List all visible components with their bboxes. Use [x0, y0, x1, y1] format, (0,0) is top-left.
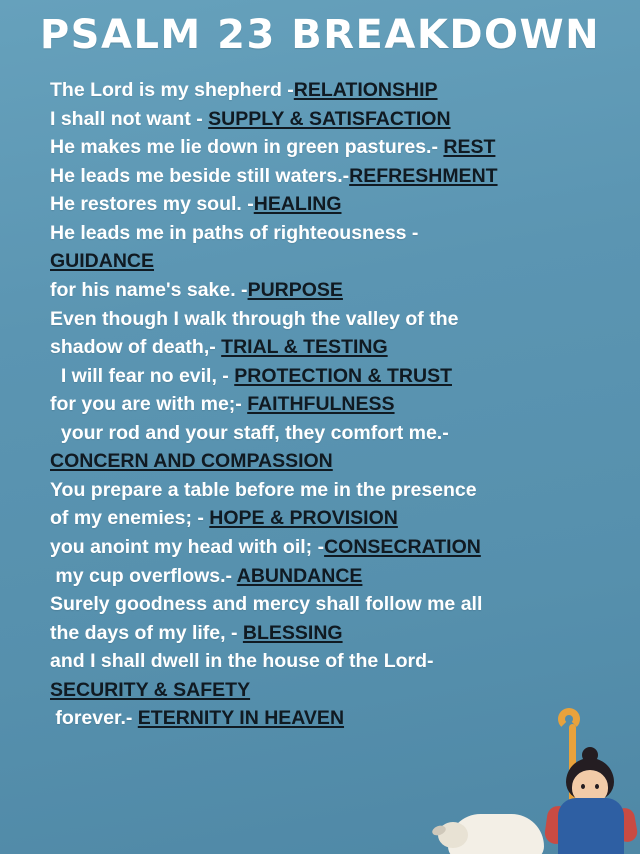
verse-line: [50, 476, 616, 505]
verse-keyword: TRIAL & TESTING: [221, 336, 388, 359]
verse-line: [50, 190, 616, 219]
verse-text: my cup overflows.-: [50, 564, 237, 587]
verse-keyword: PROTECTION & TRUST: [234, 364, 452, 387]
shepherd-illustration: [440, 734, 640, 854]
verse-line: [50, 704, 616, 733]
verse-line: [50, 305, 616, 334]
verse-keyword: REST: [443, 136, 496, 159]
shepherd-hair: [566, 758, 614, 800]
verse-text: forever.-: [50, 707, 138, 730]
verse-text: Surely goodness and mercy shall follow me all: [50, 593, 483, 616]
verse-keyword: RELATIONSHIP: [293, 79, 438, 101]
verse-text: and I shall dwell in the house of the Lord-: [50, 650, 434, 673]
sheep-ear: [431, 824, 447, 837]
verse-text: He leads me beside still waters.-: [50, 164, 350, 187]
sheep-icon: [448, 814, 544, 854]
verse-keyword: REFRESHMENT: [349, 164, 498, 187]
shepherd-eye-left: [581, 784, 585, 789]
verse-keyword: PURPOSE: [247, 278, 343, 301]
shepherd-arm-right: [613, 807, 639, 844]
verse-text: I will fear no evil, -: [50, 364, 235, 387]
verse-keyword: BLESSING: [242, 621, 343, 644]
verse-text: He makes me lie down in green pastures.-: [50, 136, 444, 159]
verse-line: [50, 619, 616, 648]
shepherd-body: [558, 798, 624, 854]
verse-line: [50, 562, 616, 591]
verse-text: Even though I walk through the valley of the: [50, 307, 459, 330]
verse-line: [50, 362, 616, 391]
verse-keyword: HEALING: [253, 193, 342, 216]
verse-text: your rod and your staff, they comfort me.-: [50, 421, 449, 444]
verse-keyword: HOPE & PROVISION: [209, 507, 398, 530]
verse-line: [50, 647, 616, 676]
verse-line: [50, 247, 616, 276]
verse-text: for his name's sake. -: [50, 278, 248, 301]
verse-text: The Lord is my shepherd -: [50, 79, 294, 101]
verse-line: [50, 504, 616, 533]
verse-line: [50, 276, 616, 305]
verse-keyword: SECURITY & SAFETY: [50, 678, 251, 701]
sheep-head: [438, 822, 468, 848]
verse-text: shadow of death,-: [50, 336, 222, 359]
shepherd-figure-icon: [548, 754, 634, 854]
verse-keyword: ABUNDANCE: [236, 564, 363, 587]
verse-keyword: ETERNITY IN HEAVEN: [137, 707, 345, 730]
verse-line: [50, 419, 616, 448]
verse-keyword: SUPPLY & SATISFACTION: [208, 107, 451, 130]
verse-line: [50, 333, 616, 362]
verse-keyword: GUIDANCE: [50, 250, 155, 273]
shepherds-staff-icon: [569, 724, 576, 854]
verse-keyword: FAITHFULNESS: [247, 393, 395, 416]
verse-line: [50, 105, 616, 134]
verse-line: [50, 162, 616, 191]
verse-text: He restores my soul. -: [50, 193, 254, 216]
verse-line: [50, 76, 616, 105]
verse-line: [50, 533, 616, 562]
verse-keyword: CONCERN AND COMPASSION: [50, 450, 333, 473]
verse-text: He leads me in paths of righteousness -: [50, 221, 424, 244]
verse-line: [50, 133, 616, 162]
verse-text: for you are with me;-: [50, 393, 248, 416]
shepherd-hair-bun: [582, 747, 598, 763]
page-title: PSALM 23 BREAKDOWN: [39, 12, 601, 58]
shepherd-eye-right: [595, 784, 599, 789]
verse-text: you anoint my head with oil; -: [50, 536, 325, 558]
verse-text: of my enemies; -: [50, 507, 210, 530]
verse-keyword: CONSECRATION: [324, 536, 481, 558]
shepherd-face: [572, 770, 608, 804]
verse-list: [0, 62, 640, 733]
shepherd-arm-left: [543, 805, 570, 846]
verse-line: [50, 590, 616, 619]
verse-text: I shall not want -: [50, 107, 209, 130]
verse-line: [50, 219, 616, 248]
verse-line: [50, 447, 616, 476]
verse-text: the days of my life, -: [50, 621, 243, 644]
verse-line: [50, 390, 616, 419]
verse-line: [50, 676, 616, 705]
verse-text: You prepare a table before me in the presence: [50, 478, 477, 501]
